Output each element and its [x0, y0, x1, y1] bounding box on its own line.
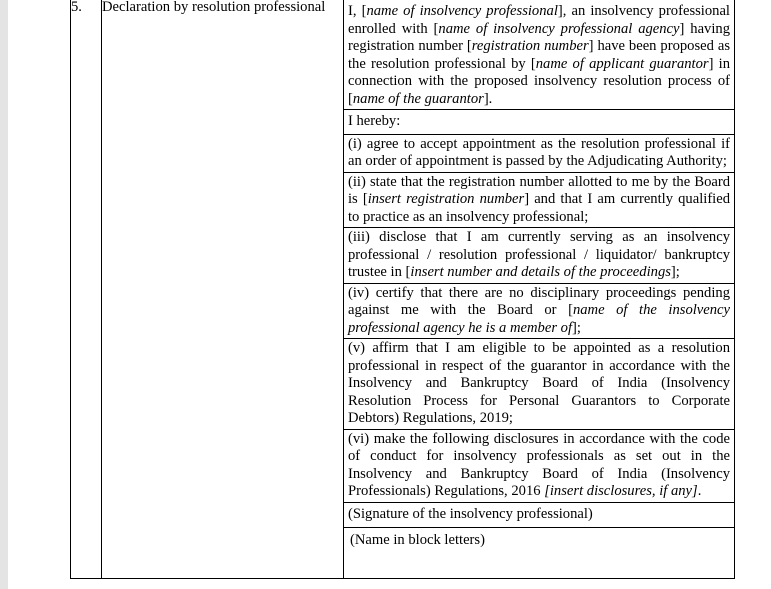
name-block-line: (Name in block letters) [350, 532, 485, 548]
hereby-paragraph: I hereby: [344, 110, 734, 135]
clause-iv: (iv) certify that there are no disciplinary proceedings pending against me with the Board or [name of the insolvency professional agency he is a member of]; [344, 284, 734, 340]
row-title: Declaration by resolution professional [102, 0, 344, 579]
declaration-content [344, 0, 735, 579]
clause-vi: (vi) make the following disclosures in accordance with the code of conduct for insolvency professionals as set out in the Insolvency and Bankruptcy Board of India (Insolvency Professionals) Regulations, 2016 [insert disclosures, if any]. [344, 430, 734, 503]
declaration-table [70, 0, 735, 579]
scrollbar[interactable] [0, 0, 8, 589]
clause-iii: (iii) disclose that I am currently serving as an insolvency professional / resolution professional / liquidator/ bankruptcy trustee in [insert number and details of the proceedings]; [344, 228, 734, 284]
row-number: 5. [71, 0, 102, 579]
clause-ii: (ii) state that the registration number allotted to me by the Board is [insert registration number] and that I am currently qualified to practice as an insolvency professional; [344, 173, 734, 229]
clause-v: (v) affirm that I am eligible to be appointed as a resolution professional in respect of the guarantor in accordance with the Insolvency and Bankruptcy Board of India (Insolvency Resolution Process for Personal Guarantors to Corporate Debtors) Regulations, 2019; [344, 339, 734, 430]
clause-i: (i) agree to accept appointment as the resolution professional if an order of appointment is passed by the Adjudicating Authority; [344, 135, 734, 173]
signature-line: (Signature of the insolvency professional) [344, 503, 734, 529]
intro-paragraph: I, [name of insolvency professional], an insolvency professional enrolled with [name of insolvency professional agency] having registration number [registration number] have been proposed as the resolution professional by [name of applicant guarantor] in connection with the proposed insolvency resolution process of [name of the guarantor]. [344, 0, 734, 110]
table-row [71, 0, 735, 579]
